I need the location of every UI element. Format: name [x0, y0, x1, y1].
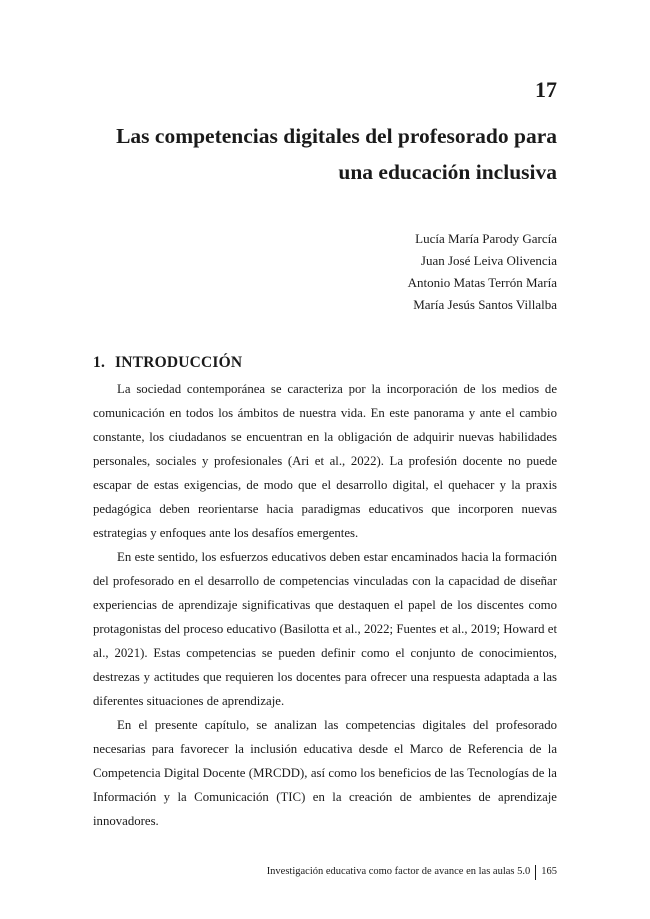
page-number: 165	[541, 866, 557, 877]
author-name: Antonio Matas Terrón María	[407, 275, 557, 290]
footer-book-title: Investigación educativa como factor de avance en las aulas 5.0	[266, 866, 531, 877]
chapter-title: Las competencias digitales del profesorado para una educación inclusiva	[116, 124, 557, 184]
author-list	[408, 228, 557, 316]
footer-divider	[535, 865, 536, 880]
section-heading	[93, 352, 242, 374]
page-footer	[267, 864, 557, 880]
paragraph: En este sentido, los esfuerzos educativos deben estar encaminados hacia la formación del profesorado en el desarrollo de competencias vinculadas con la capacidad de diseñar experiencias de aprendizaje significativas que destaquen el papel de los discentes como protagonistas del proceso educativo (Basilotta et al., 2022; Fuentes et al., 2019; Howard et al., 2021). Estas competencias se pueden definir como el conjunto de conocimientos, destrezas y actitudes que requieren los docentes para ofrecer una respuesta adaptada a las diferentes situaciones de aprendizaje.	[93, 550, 557, 708]
author-name: Juan José Leiva Olivencia	[420, 253, 557, 268]
section-title: INTRODUCCIÓN	[115, 354, 243, 371]
body-text	[93, 377, 557, 833]
paragraph: En el presente capítulo, se analizan las competencias digitales del profesorado necesarias para favorecer la inclusión educativa desde el Marco de Referencia de la Competencia Digital Docente (MRCDD), así como los beneficios de las Tecnologías de la Información y la Comunicación (TIC) en la creación de ambientes de aprendizaje innovadores.	[93, 718, 557, 828]
paragraph: La sociedad contemporánea se caracteriza por la incorporación de los medios de comunicación en todos los ámbitos de nuestra vida. En este panorama y ante el cambio constante, los ciudadanos se encuentran en la obligación de adquirir nuevas habilidades personales, sociales y profesionales (Ari et al., 2022). La profesión docente no puede escapar de estas exigencias, de modo que el desarrollo digital, el quehacer y la praxis pedagógica deben reorientarse hacia paradigmas educativos que incorporen nuevas estrategias y enfoques ante los desafíos emergentes.	[93, 382, 557, 540]
chapter-number: 17	[535, 77, 557, 102]
section-number: 1.	[93, 354, 106, 371]
author-name: María Jesús Santos Villalba	[413, 297, 557, 312]
author-name: Lucía María Parody García	[415, 231, 557, 246]
